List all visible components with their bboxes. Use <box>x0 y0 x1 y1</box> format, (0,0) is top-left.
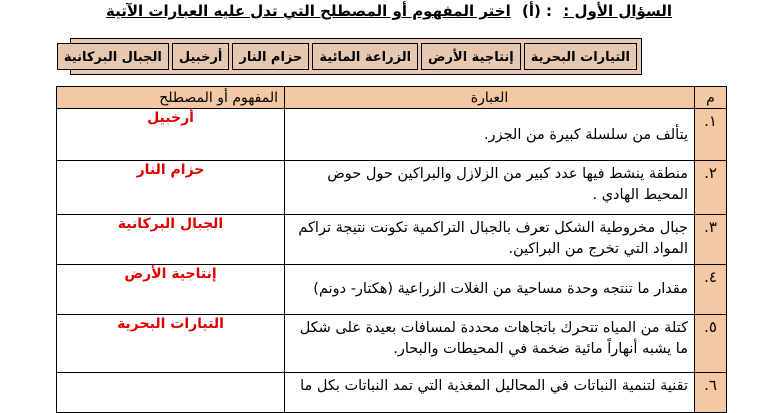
row-number: ٤. <box>695 265 727 315</box>
row-concept: إنتاجية الأرض <box>57 265 285 315</box>
table-row <box>57 265 727 315</box>
row-concept <box>57 373 285 413</box>
table-row <box>57 215 727 265</box>
row-concept: أرخبيل <box>57 109 285 161</box>
row-phrase: منطقة ينشط فيها عدد كبير من الزلازل والبراكين حول حوض المحيط الهادي . <box>285 161 695 215</box>
header-concept: المفهوم أو المصطلح <box>57 87 285 109</box>
term-chip: حزام النار <box>232 43 309 70</box>
row-phrase: تقنية لتنمية النباتات في المحاليل المغذية التي تمد النباتات بكل ما <box>285 373 695 413</box>
table-row <box>57 109 727 161</box>
row-number: ١. <box>695 109 727 161</box>
question-header <box>72 2 672 26</box>
row-concept: الجبال البركانية <box>57 215 285 265</box>
row-phrase: مقدار ما تنتجه وحدة مساحية من الغلات الزراعية (هكتار- دونم) <box>285 265 695 315</box>
row-phrase: يتألف من سلسلة كبيرة من الجزر. <box>285 109 695 161</box>
row-concept: حزام النار <box>57 161 285 215</box>
term-chip: إنتاجية الأرض <box>421 43 521 70</box>
row-number: ٣. <box>695 215 727 265</box>
row-phrase: جبال مخروطية الشكل تعرف بالجبال التراكمية تكونت نتيجة تراكم المواد التي تخرج من البراكين. <box>285 215 695 265</box>
row-number: ٦. <box>695 373 727 413</box>
term-chip: الزراعة المائية <box>312 43 418 70</box>
answers-table <box>56 86 727 413</box>
header-number: م <box>695 87 727 109</box>
terms-box <box>63 38 642 75</box>
table-row <box>57 315 727 373</box>
term-chip: التيارات البحرية <box>524 43 637 70</box>
table-row <box>57 373 727 413</box>
term-chip: أرخبيل <box>172 43 230 70</box>
term-chip: الجبال البركانية <box>57 43 169 70</box>
header-phrase: العبارة <box>285 87 695 109</box>
table-header-row <box>57 87 727 109</box>
row-phrase: كتلة من المياه تتحرك باتجاهات محددة لمسافات بعيدة على شكل ما يشبه أنهاراً مائية ضخمة في المحيطات والبحار. <box>285 315 695 373</box>
table-row <box>57 161 727 215</box>
question-label: السؤال الأول : <box>563 2 672 20</box>
row-concept: التيارات البحرية <box>57 315 285 373</box>
row-number: ٢. <box>695 161 727 215</box>
question-instruction: اختر المفهوم أو المصطلح التي تدل عليه العبارات الآتية <box>106 2 511 20</box>
question-part: : (أ) <box>521 2 553 20</box>
row-number: ٥. <box>695 315 727 373</box>
